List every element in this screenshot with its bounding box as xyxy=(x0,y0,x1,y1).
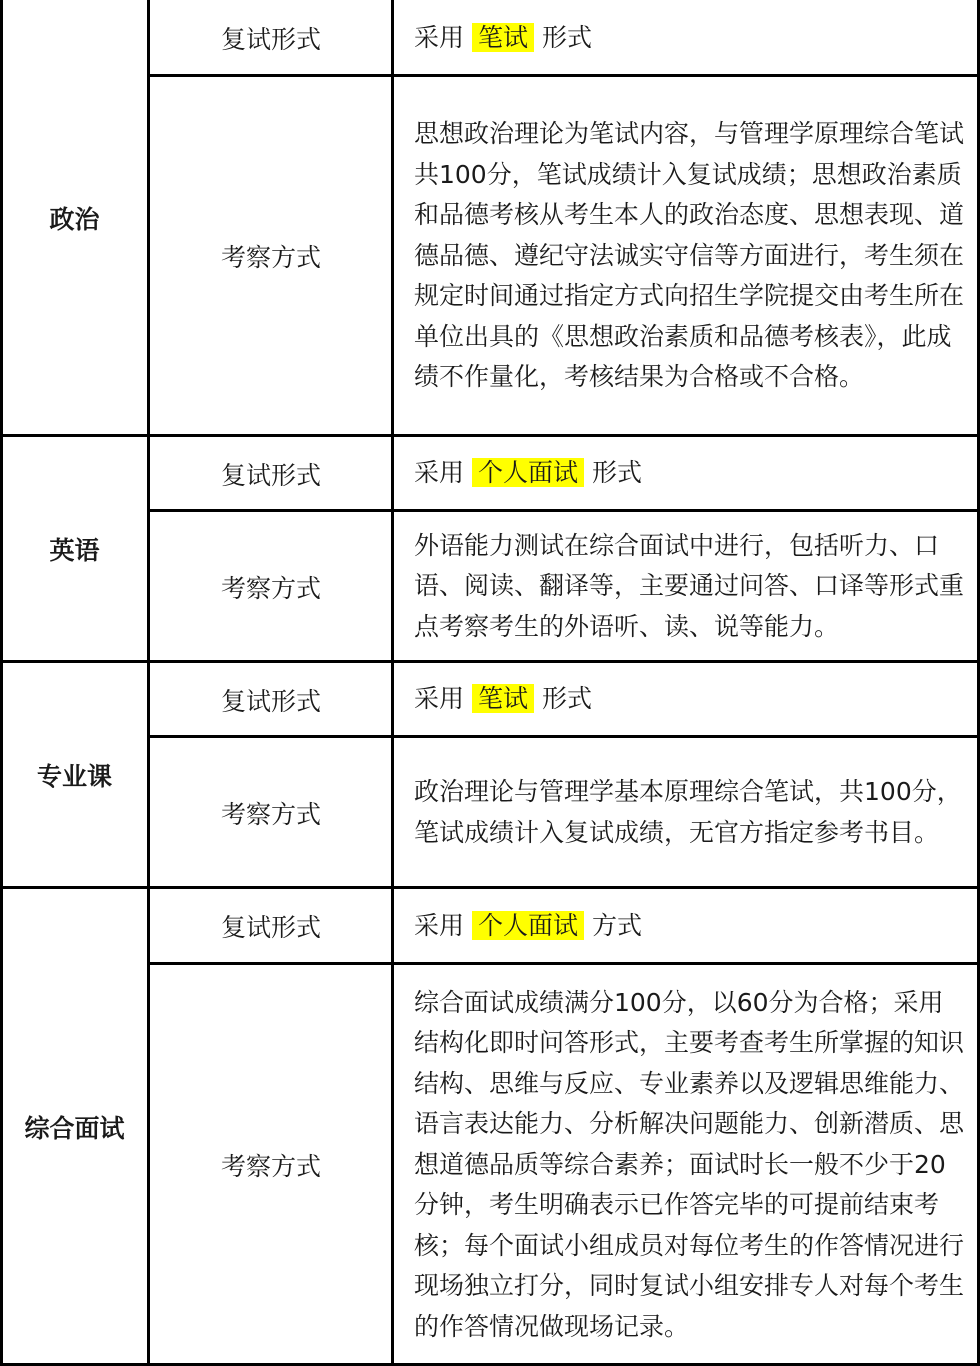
table-border-left xyxy=(0,0,3,1366)
format-cell xyxy=(393,888,980,964)
row-divider xyxy=(147,509,980,512)
format-cell xyxy=(393,662,980,737)
subject-label: 政治 xyxy=(49,205,100,234)
format-highlight: 个人面试 xyxy=(472,458,584,487)
detail-text: 外语能力测试在综合面试中进行，包括听力、口语、阅读、翻译等，主要通过问答、口译等形式重点考察考生的外语听、读、说等能力。 xyxy=(414,530,965,641)
detail-text: 政治理论与管理学基本原理综合笔试，共100分，笔试成绩计入复试成绩，无官方指定参考书目。 xyxy=(414,777,962,847)
subject-label: 综合面试 xyxy=(24,1114,125,1143)
format-suffix: 形式 xyxy=(541,22,592,52)
detail-label: 考察方式 xyxy=(220,243,321,272)
subject-cell xyxy=(0,0,149,436)
subject-cell xyxy=(0,662,149,888)
column-divider xyxy=(391,0,394,1366)
column-divider xyxy=(147,0,150,1366)
subject-label: 英语 xyxy=(49,536,100,565)
row-divider xyxy=(147,74,980,77)
detail-label: 考察方式 xyxy=(220,573,321,603)
format-prefix: 采用 xyxy=(414,910,465,940)
format-cell xyxy=(393,0,980,76)
format-suffix: 方式 xyxy=(591,910,642,940)
format-suffix: 形式 xyxy=(541,684,592,714)
subject-cell xyxy=(0,436,149,662)
section-divider xyxy=(0,660,980,663)
format-label-cell xyxy=(149,888,393,964)
detail-cell xyxy=(393,76,980,436)
detail-text: 思想政治理论为笔试内容，与管理学原理综合笔试共100分，笔试成绩计入复试成绩；思想政治素质和品德考核从考生本人的政治态度、思想表现、道德品德、遵纪守法诚实守信等方面进行，考生须在规定时间通过指定方式向招生学院提交由考生所在单位出具的《思想政治素质和品德考核表》，此成绩不作量化，考核结果为合格或不合格。 xyxy=(414,119,965,392)
format-highlight: 笔试 xyxy=(472,23,534,52)
section-divider xyxy=(0,886,980,889)
detail-label: 考察方式 xyxy=(220,1152,321,1181)
format-label-cell xyxy=(149,436,393,511)
detail-cell xyxy=(393,737,980,888)
detail-label-cell xyxy=(149,964,393,1366)
format-prefix: 采用 xyxy=(414,458,465,488)
row-divider xyxy=(147,962,980,965)
detail-cell xyxy=(393,511,980,662)
subject-label: 专业课 xyxy=(36,762,112,791)
format-prefix: 采用 xyxy=(414,22,465,52)
format-prefix: 采用 xyxy=(414,684,465,714)
detail-label-cell xyxy=(149,737,393,888)
detail-label-cell xyxy=(149,76,393,436)
subject-cell xyxy=(0,888,149,1366)
format-label: 复试形式 xyxy=(220,913,321,942)
detail-label-cell xyxy=(149,511,393,662)
format-highlight: 笔试 xyxy=(472,684,534,713)
format-cell xyxy=(393,436,980,511)
format-label: 复试形式 xyxy=(220,25,321,54)
format-label: 复试形式 xyxy=(220,686,321,716)
format-label-cell xyxy=(149,0,393,76)
format-highlight: 个人面试 xyxy=(472,911,584,940)
format-label-cell xyxy=(149,662,393,737)
section-divider xyxy=(0,434,980,437)
detail-cell xyxy=(393,964,980,1366)
detail-label: 考察方式 xyxy=(220,799,321,829)
detail-text: 综合面试成绩满分100分，以60分为合格；采用结构化即时问答形式，主要考查考生所掌握的知识结构、思维与反应、专业素养以及逻辑思维能力、语言表达能力、分析解决问题能力、创新潜质、思想道德品质等综合素养；面试时长一般不少于20分钟，考生明确表示已作答完毕的可提前结束考核；每个面试小组成员对每位考生的作答情况进行现场独立打分，同时复试小组安排专人对每个考生的作答情况做现场记录。 xyxy=(414,987,965,1341)
format-suffix: 形式 xyxy=(591,458,642,488)
row-divider xyxy=(147,735,980,738)
format-label: 复试形式 xyxy=(220,460,321,490)
